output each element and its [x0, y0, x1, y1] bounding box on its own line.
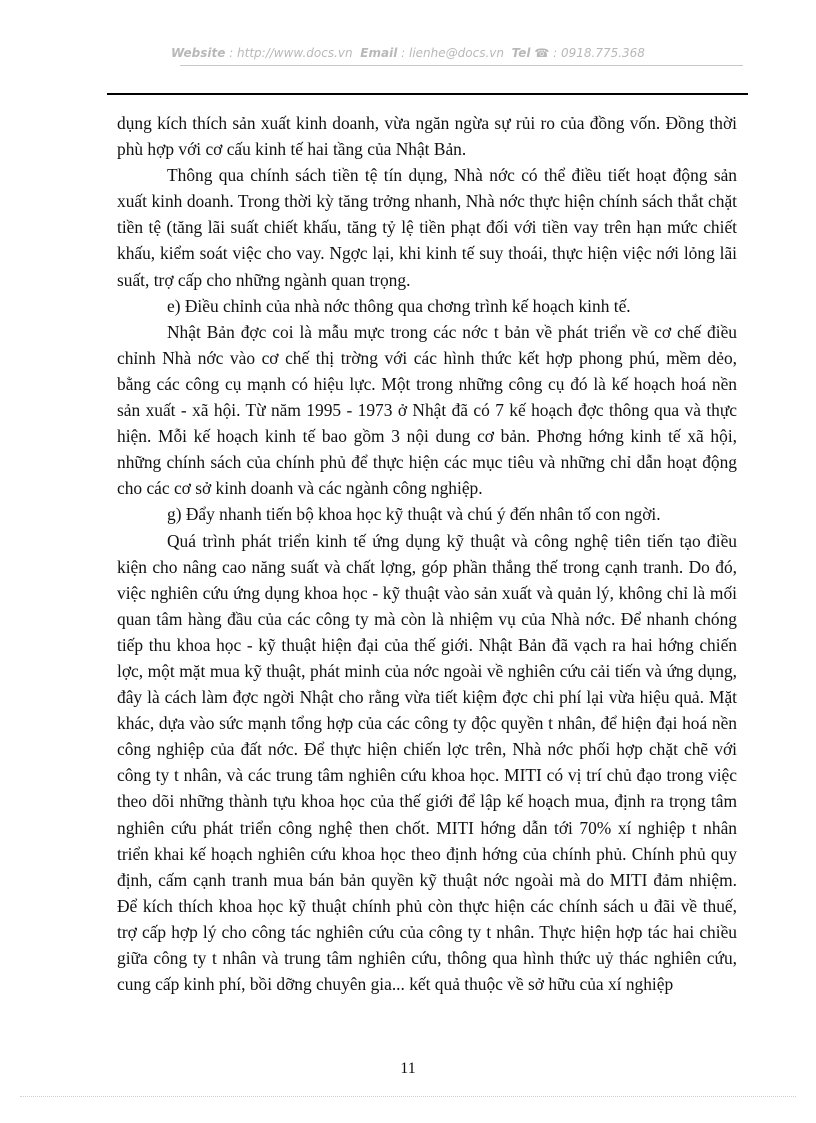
- website-label: Website: [171, 46, 226, 60]
- paragraph-economic-planning: Nhật Bản đợc coi là mẫu mực trong các nớc t bản về phát triển về cơ chế điều chỉnh Nhà nớc vào cơ chế thị trờng với các hình thức kết hợp phong phú, mềm dẻo, bằng các công cụ mạnh có hiệu lực. Một trong những công cụ đó là kế hoạch hoá nền sản xuất - xã hội. Từ năm 1995 - 1973 ở Nhật đã có 7 kế hoạch đợc thông qua và thực hiện. Mỗi kế hoạch kinh tế bao gồm 3 nội dung cơ bản. Phơng hớng kinh tế xã hội, những chính sách của chính phủ để thực hiện các mục tiêu và những chỉ dẫn hoạt động cho các cơ sở kinh doanh và các ngành công nghiệp.: [117, 321, 737, 499]
- header-divider: [180, 65, 743, 66]
- email-label: Email: [360, 46, 398, 60]
- footer-divider: [20, 1096, 796, 1097]
- top-rule: [107, 93, 748, 95]
- paragraph-monetary-policy: Thông qua chính sách tiền tệ tín dụng, Nhà nớc có thể điều tiết hoạt động sản xuất kinh doanh. Trong thời kỳ tăng trởng nhanh, Nhà nớc thực hiện chính sách thắt chặt tiền tệ (tăng lãi suất chiết khấu, tăng tỷ lệ tiền phạt đối với tiền vay trên hạn mức chiết khấu, kiểm soát việc cho vay. Ngợc lại, khi kinh tế suy thoái, thực hiện việc nới lỏng lãi suất, trợ cấp cho những ngành quan trọng.: [117, 165, 737, 290]
- paragraph-science-technology: Quá trình phát triển kinh tế ứng dụng kỹ thuật và công nghệ tiên tiến tạo điều kiện cho nâng cao năng suất và chất lợng, góp phần thắng thế trong cạnh tranh. Do đó, việc nghiên cứu ứng dụng khoa học - kỹ thuật vào sản xuất và quản lý, không chỉ là mối quan tâm hàng đầu của các công ty mà còn là nhiệm vụ của Nhà nớc. Để nhanh chóng tiếp thu khoa học - kỹ thuật hiện đại của thế giới. Nhật Bản đã vạch ra hai hớng chiến lợc, một mặt mua kỹ thuật, phát minh của nớc ngoài về nghiên cứu cải tiến và ứng dụng, đây là cách làm đợc ngời Nhật cho rằng vừa tiết kiệm đợc chi phí lại vừa hiệu quả. Mặt khác, dựa vào sức mạnh tổng hợp của các công ty độc quyền t nhân, để hiện đại hoá nền công nghiệp của đất nớc. Để thực hiện chiến lợc trên, Nhà nớc phối hợp chặt chẽ với công ty t nhân, và các trung tâm nghiên cứu khoa học. MITI có vị trí chủ đạo trong việc theo dõi những thành tựu khoa học của thế giới để lập kế hoạch mua, định ra trọng tâm nghiên cứu phát triển công nghệ then chốt. MITI hớng dẫn tới 70% xí nghiệp t nhân triển khai kế hoạch nghiên cứu khoa học theo định hớng của chính phủ. Chính phủ quy định, cấm cạnh tranh mua bán bản quyền kỹ thuật nớc ngoài mà do MITI đảm nhiệm. Để kích thích khoa học kỹ thuật chính phủ còn thực hiện các chính sách u đãi về thuế, trợ cấp hợp lý cho công tác nghiên cứu của công ty t nhân. Thực hiện hợp tác hai chiều giữa công ty t nhân và trung tâm nghiên cứu, thông qua hình thức uỷ thác nghiên cứu, cung cấp kinh phí, bồi dỡng chuyên gia... kết quả thuộc về sở hữu của xí nghiệp: [117, 530, 737, 995]
- website-value[interactable]: : http://www.docs.vn: [229, 46, 353, 60]
- tel-value: ☎ : 0918.775.368: [534, 46, 645, 60]
- section-heading-g: g) Đẩy nhanh tiến bộ khoa học kỹ thuật và chú ý đến nhân tố con ngời.: [167, 504, 661, 525]
- paragraph-continuation: dụng kích thích sản xuất kinh doanh, vừa ngăn ngừa sự rủi ro của đồng vốn. Đồng thời phù hợp với cơ cấu kinh tế hai tầng của Nhật Bản.: [117, 113, 737, 160]
- page-header: [0, 46, 816, 60]
- body-text: [117, 110, 737, 997]
- section-heading-e: e) Điều chỉnh của nhà nớc thông qua chơng trình kế hoạch kinh tế.: [167, 295, 631, 316]
- tel-label: Tel: [511, 46, 531, 60]
- page-number: 11: [400, 1060, 416, 1077]
- email-value[interactable]: : lienhe@docs.vn: [401, 46, 504, 60]
